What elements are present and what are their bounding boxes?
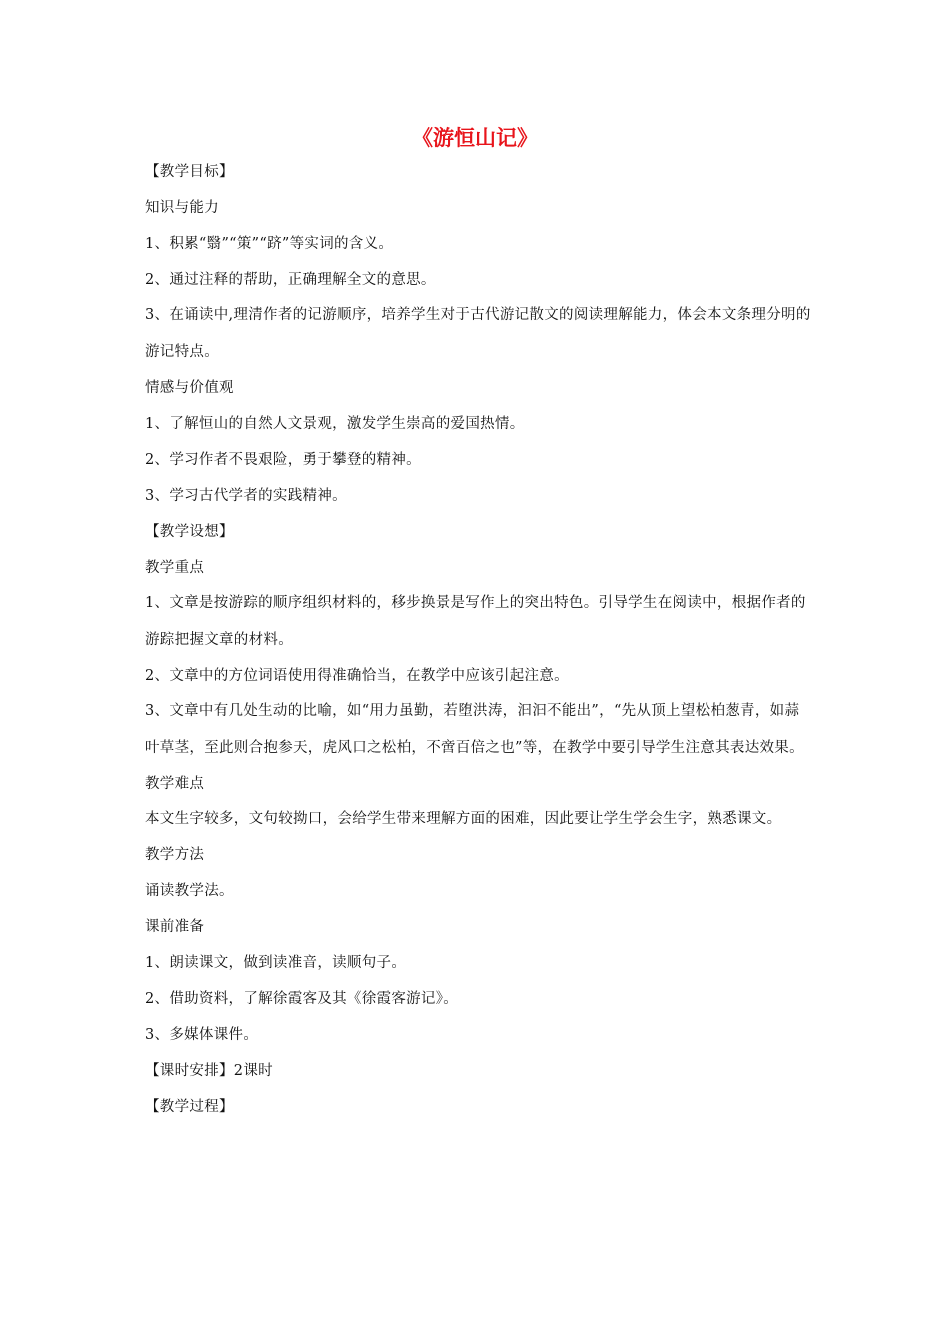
subheading-teaching-method: 教学方法 (145, 847, 205, 863)
goal-item: 3、学习古代学者的实践精神。 (145, 488, 347, 504)
document-body (145, 160, 813, 1131)
difficulty-item: 本文生字较多，文句较拗口，会给学生带来理解方面的困难，因此要让学生学会生字，熟悉课文。 (145, 811, 782, 827)
section-heading-teaching-design: 【教学设想】 (145, 524, 234, 540)
section-heading-teaching-goals: 【教学目标】 (145, 164, 234, 180)
subheading-difficulties: 教学难点 (145, 776, 205, 792)
goal-item: 1、了解恒山的自然人文景观，激发学生崇高的爱国热情。 (145, 416, 525, 432)
goal-item: 2、通过注释的帮助，正确理解全文的意思。 (145, 272, 436, 288)
subheading-knowledge-ability: 知识与能力 (145, 200, 219, 216)
section-heading-schedule: 【课时安排】2课时 (145, 1063, 273, 1079)
preparation-item: 1、朗读课文，做到读准音，读顺句子。 (145, 955, 407, 971)
method-item: 诵读教学法。 (145, 883, 234, 899)
goal-item: 3、在诵读中,理清作者的记游顺序，培养学生对于古代游记散文的阅读理解能力，体会本文条理分明的游记特点。 (145, 307, 811, 360)
subheading-key-points: 教学重点 (145, 560, 205, 576)
key-point-item: 3、文章中有几处生动的比喻，如“用力虽勤，若堕洪涛，汩汩不能出”，“先从顶上望松柏葱青，如蒜叶草茎，至此则合抱参天，虎风口之松柏，不啻百倍之也”等，在教学中要引导学生注意其表达效果。 (145, 703, 804, 756)
goal-item: 2、学习作者不畏艰险，勇于攀登的精神。 (145, 452, 421, 468)
goal-item: 1、积累“翳”“策”“跻”等实词的含义。 (145, 236, 394, 252)
document-title: 《游恒山记》 (412, 125, 538, 150)
section-heading-teaching-process: 【教学过程】 (145, 1099, 234, 1115)
subheading-preparation: 课前准备 (145, 919, 205, 935)
preparation-item: 2、借助资料，了解徐霞客及其《徐霞客游记》。 (145, 991, 459, 1007)
key-point-item: 1、文章是按游踪的顺序组织材料的，移步换景是写作上的突出特色。引导学生在阅读中，根据作者的游踪把握文章的材料。 (145, 595, 806, 648)
subheading-emotion-values: 情感与价值观 (145, 380, 234, 396)
preparation-item: 3、多媒体课件。 (145, 1027, 259, 1043)
key-point-item: 2、文章中的方位词语使用得准确恰当，在教学中应该引起注意。 (145, 668, 569, 684)
